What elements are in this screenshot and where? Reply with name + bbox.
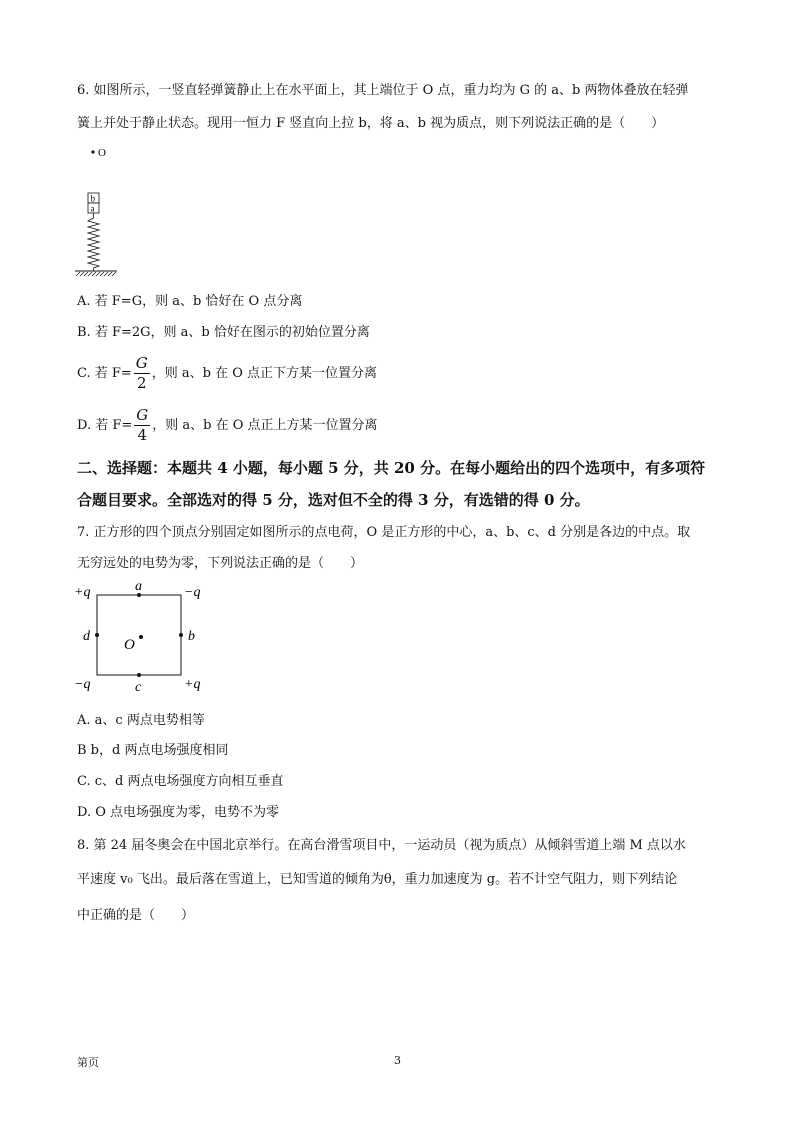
charge-bottom-left: −q <box>74 677 91 692</box>
charge-bottom-right: +q <box>184 677 201 692</box>
spring-coil <box>88 213 99 271</box>
charge-top-right: −q <box>184 585 201 600</box>
center-o-dot <box>139 635 143 639</box>
q6-option-c <box>77 356 377 391</box>
q6-line1: 6. 如图所示，一竖直轻弹簧静止上在水平面上，其上端位于 O 点，重力均为 G 的 a、b 两物体叠放在轻弹 <box>77 83 689 98</box>
block-a-label: a <box>90 203 95 214</box>
q6-option-c-numerator: G <box>135 354 148 372</box>
q6-line2: 簧上并处于静止状态。现用一恒力 F 竖直向上拉 b，将 a、b 视为质点，则下列说法正确的是（ ） <box>77 116 665 131</box>
point-d-label: d <box>83 629 90 644</box>
square-charges-figure <box>72 578 212 698</box>
q7-option-c: C. c、d 两点电场强度方向相互垂直 <box>77 774 284 789</box>
section2-line1: 二、选择题：本题共 4 小题，每小题 5 分，共 20 分。在每小题给出的四个选项中，有多项符 <box>77 459 706 477</box>
q6-option-d-fraction <box>134 408 150 443</box>
point-a-label: a <box>135 579 142 594</box>
charge-top-left: +q <box>74 585 91 600</box>
q7-line1: 7. 正方形的四个顶点分别固定如图所示的点电荷，O 是正方形的中心，a、b、c、d 分别是各边的中点。取 <box>77 525 691 540</box>
q8-line1: 8. 第 24 届冬奥会在中国北京举行。在高台滑雪项目中，一运动员（视为质点）从倾斜雪道上端 M 点以水 <box>77 838 686 853</box>
block-b-label: b <box>90 193 95 204</box>
q6-option-c-prefix: C. 若 F= <box>77 366 132 381</box>
q7-option-a: A. a、c 两点电势相等 <box>77 713 205 728</box>
q8-line2: 平速度 v₀ 飞出。最后落在雪道上，已知雪道的倾角为θ，重力加速度为 g。若不计空气阻力，则下列结论 <box>77 872 678 887</box>
page-number: 3 <box>394 1054 401 1067</box>
point-c-label: c <box>135 680 142 695</box>
q6-option-d-prefix: D. 若 F= <box>77 418 133 433</box>
point-b-label: b <box>188 629 195 644</box>
o-point-dot <box>91 150 94 153</box>
q6-option-d <box>77 408 378 443</box>
q6-option-c-suffix: ，则 a、b 在 O 点正下方某一位置分离 <box>151 366 378 381</box>
q7-option-b: B b，d 两点电场强度相同 <box>77 743 229 758</box>
center-o-label: O <box>124 637 135 653</box>
q6-option-a: A. 若 F=G，则 a、b 恰好在 O 点分离 <box>77 294 303 309</box>
ground-hatch <box>76 272 116 276</box>
q6-option-d-suffix: ，则 a、b 在 O 点正上方某一位置分离 <box>152 418 378 433</box>
spring-figure <box>70 142 130 282</box>
point-d-dot <box>95 633 99 637</box>
q6-option-d-numerator: G <box>136 406 149 424</box>
square <box>97 595 181 675</box>
footer-left-label: 第页 <box>77 1056 99 1069</box>
point-c-dot <box>137 673 141 677</box>
o-point-label: O <box>98 147 106 159</box>
q6-option-b: B. 若 F=2G，则 a、b 恰好在图示的初始位置分离 <box>77 325 370 340</box>
section2-line2: 合题目要求。全部选对的得 5 分，选对但不全的得 3 分，有选错的得 0 分。 <box>77 491 590 509</box>
point-b-dot <box>179 633 183 637</box>
q6-option-c-denominator: 2 <box>137 374 147 392</box>
q8-line3: 中正确的是（ ） <box>77 908 195 923</box>
q6-option-d-denominator: 4 <box>137 426 148 444</box>
q7-option-d: D. O 点电场强度为零，电势不为零 <box>77 805 280 820</box>
q7-line2: 无穷远处的电势为零，下列说法正确的是（ ） <box>77 556 364 571</box>
q6-option-c-fraction <box>134 356 150 391</box>
